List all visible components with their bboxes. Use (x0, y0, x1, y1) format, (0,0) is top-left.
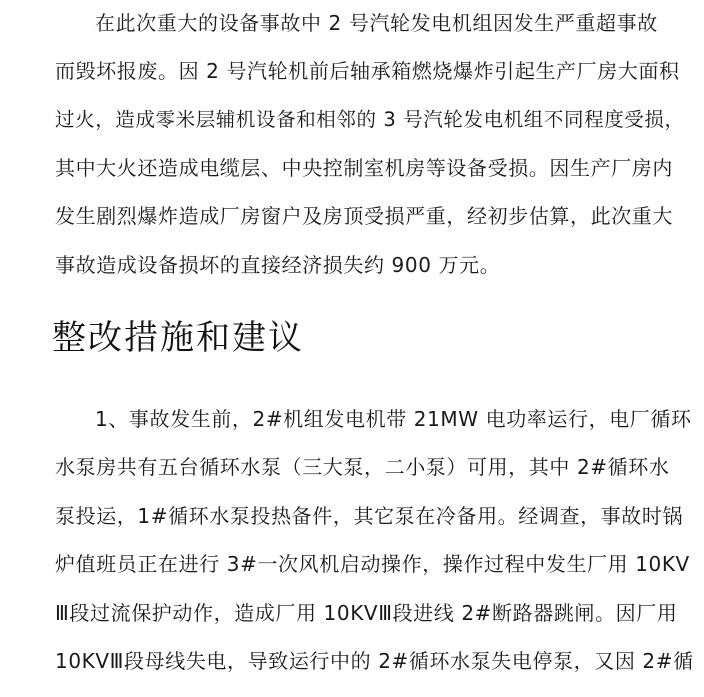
paragraph-1-line-3: 过火，造成零米层辅机设备和相邻的 3 号汽轮发电机组不同程度受损， (55, 108, 685, 131)
paragraph-2-line-4: 炉值班员正在进行 3#一次风机启动操作，操作过程中发生厂用 10KV (55, 552, 690, 576)
paragraph-1-line-6: 事故造成设备损坏的直接经济损失约 900 万元。 (55, 253, 501, 277)
paragraph-2-line-2: 水泵房共有五台循环水泵（三大泵，二小泵）可用，其中 2#循环水 (55, 455, 670, 479)
paragraph-2-line-3: 泵投运，1#循环水泵投热备件，其它泵在冷备用。经调查，事故时锅 (55, 504, 684, 528)
section-heading: 整改措施和建议 (52, 318, 304, 358)
paragraph-2-line-1: 1、事故发生前，2#机组发电机带 21MW 电功率运行，电厂循环 (95, 407, 692, 431)
paragraph-1-line-2: 而毁坏报废。因 2 号汽轮机前后轴承箱燃烧爆炸引起生产厂房大面积 (55, 59, 680, 83)
paragraph-1-line-5: 发生剧烈爆炸造成厂房窗户及房顶受损严重，经初步估算，此次重大 (55, 204, 673, 228)
paragraph-2-line-5: Ⅲ段过流保护动作，造成厂用 10KVⅢ段进线 2#断路器跳闸。因厂用 (55, 601, 678, 625)
paragraph-2-line-6: 10KVⅢ段母线失电，导致运行中的 2#循环水泵失电停泵，又因 2#循 (55, 649, 694, 673)
paragraph-1-line-4: 其中大火还造成电缆层、中央控制室机房等设备受损。因生产厂房内 (55, 156, 673, 180)
paragraph-1-line-1: 在此次重大的设备事故中 2 号汽轮发电机组因发生严重超事故 (95, 11, 658, 35)
